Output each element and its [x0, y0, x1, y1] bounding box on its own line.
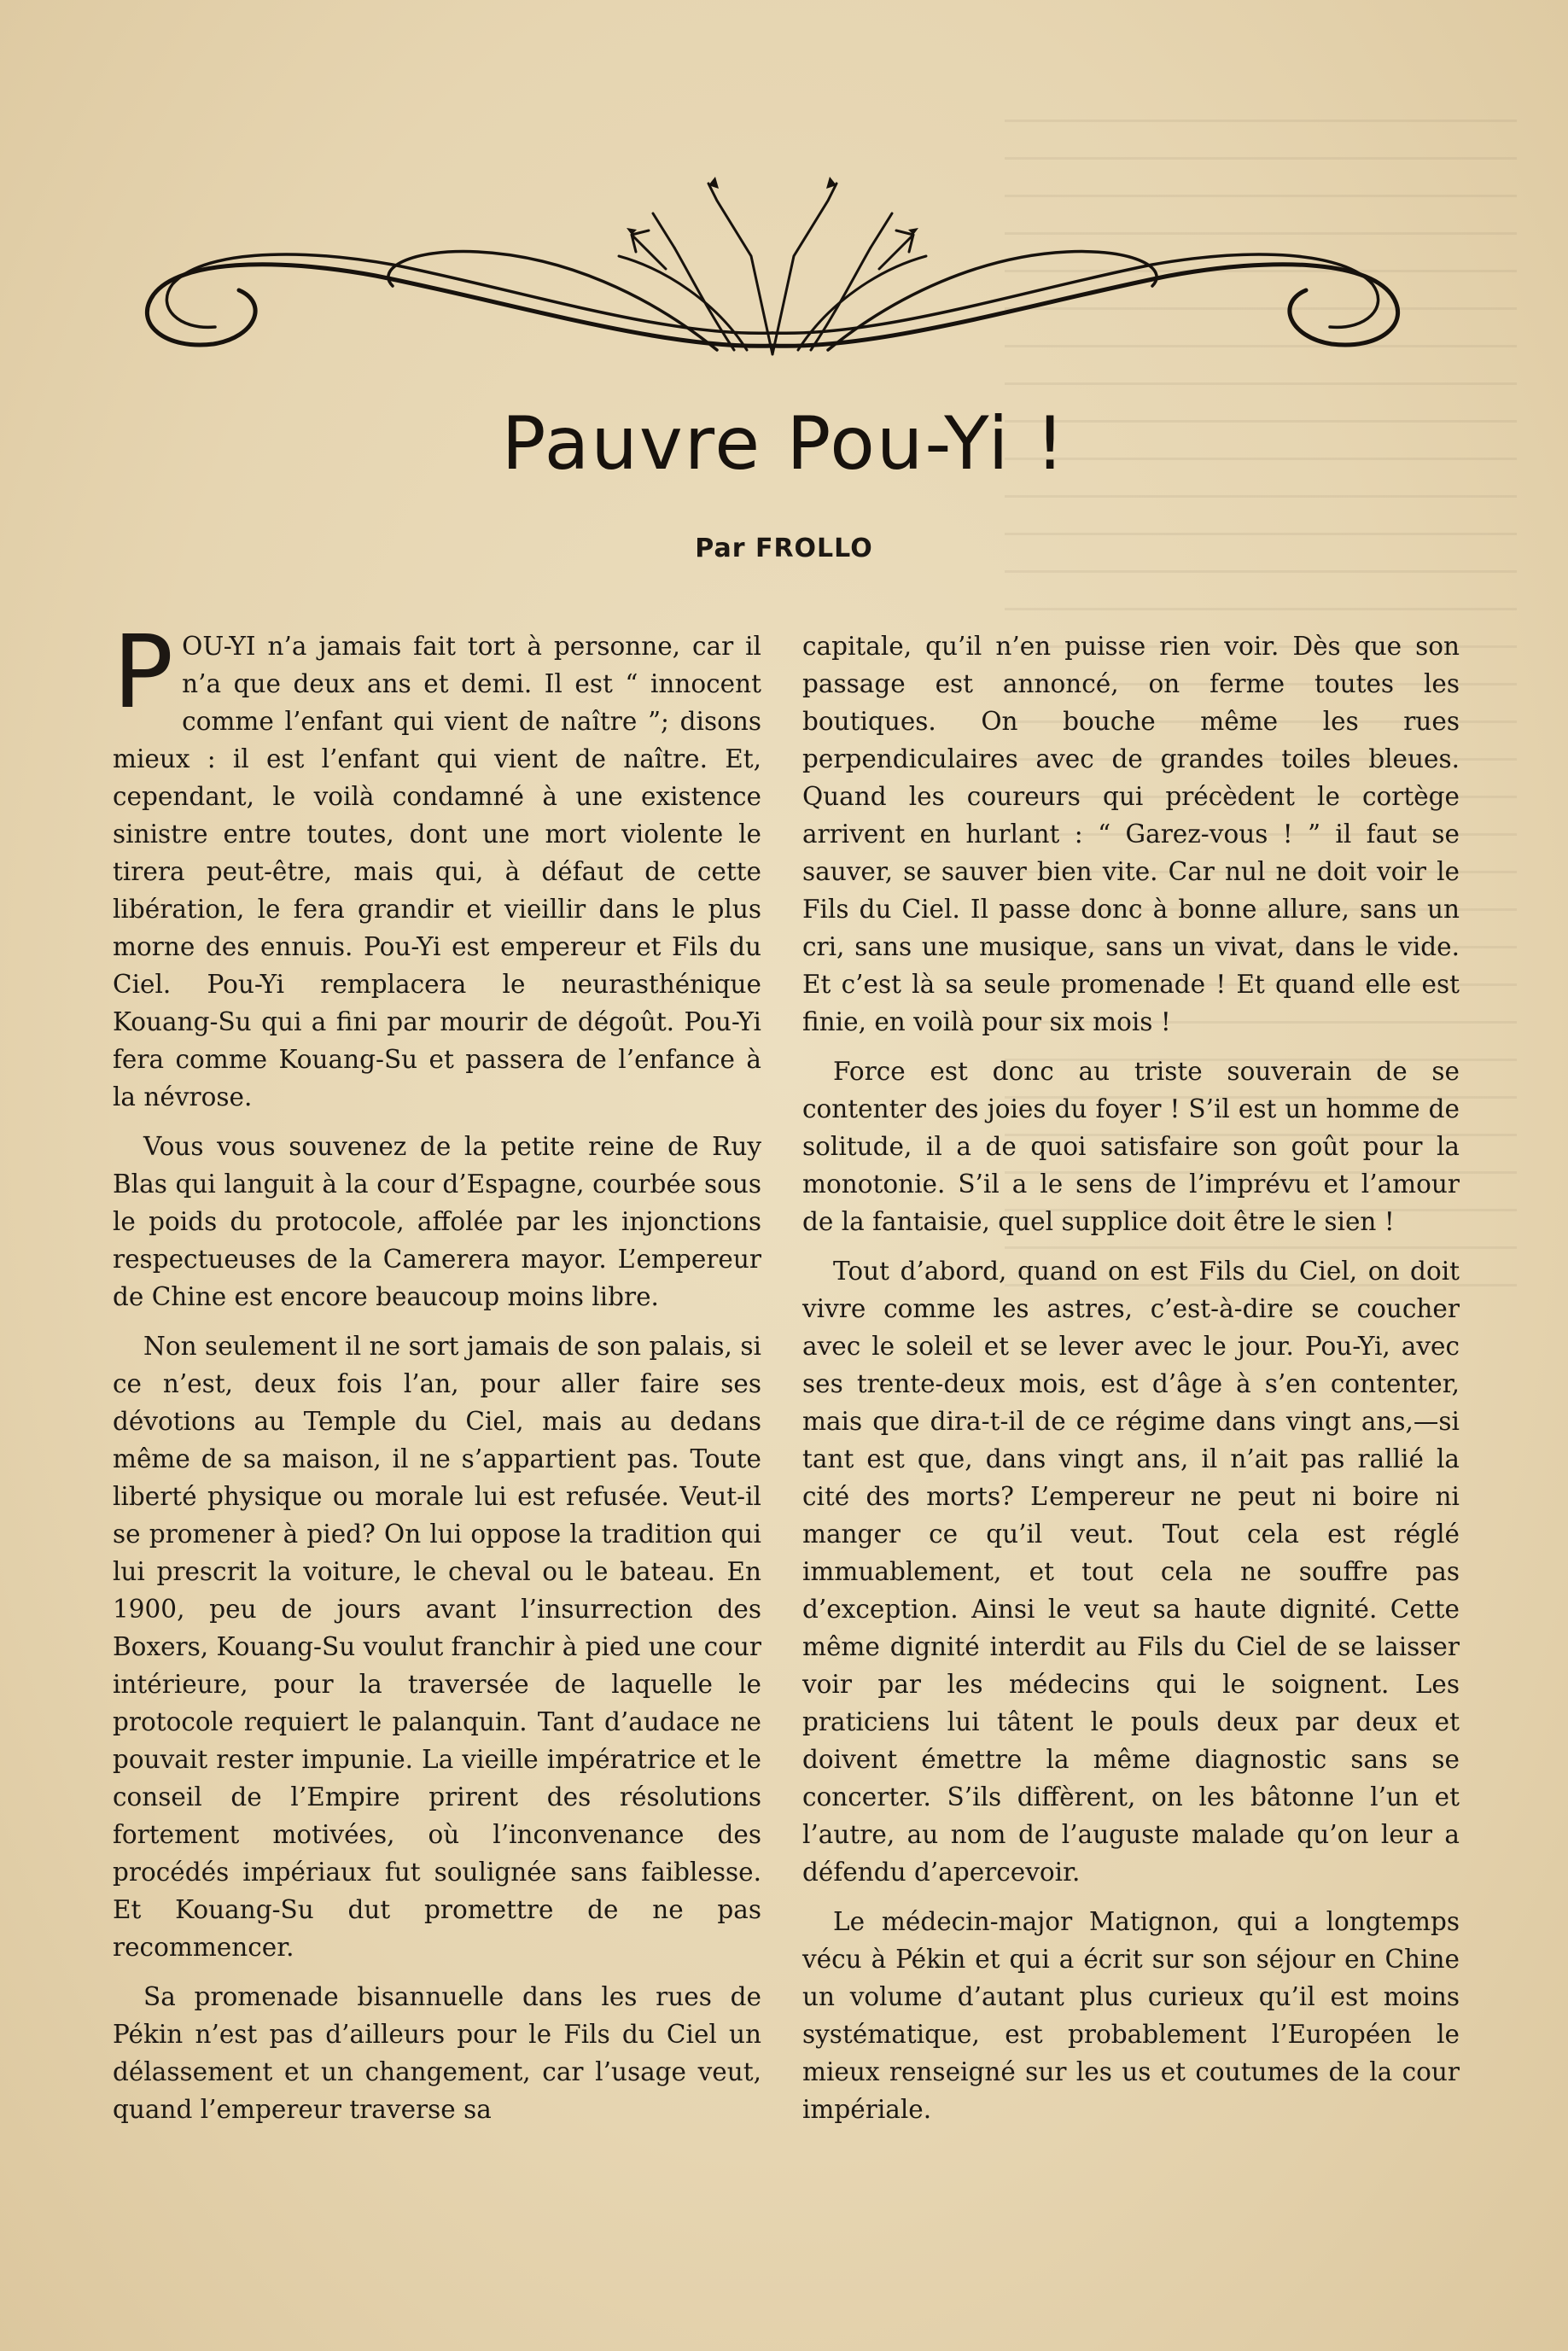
paragraph: Vous vous souvenez de la petite reine de Ruy Blas qui languit à la cour d’Espagne, courbée sous le poids du protocole, affolée par les injonctions respectueuses de la Camerera mayor. L’empereur de Chine est encore beaucoup moins libre.: [113, 1132, 761, 1311]
paragraph: [113, 613, 761, 1116]
paragraph: Le médecin-major Matignon, qui a longtemps vécu à Pékin et qui a écrit sur son séjour en Chine un volume d’autant plus curieux qu’il est moins systématique, est probablement l’Européen le mieux renseigné sur les us et coutumes de la cour impériale.: [802, 1907, 1460, 2124]
paragraph: Tout d’abord, quand on est Fils du Ciel, on doit vivre comme les astres, c’est-à-dire se coucher avec le soleil et se lever avec le jour. Pou-Yi, avec ses trente-deux mois, est d’âge à s’en contenter, mais que dira-t-il de ce régime dans vingt ans,—si tant est que, dans vingt ans, il n’ait pas rallié la cité des morts? L’empereur ne peut ni boire ni manger ce qu’il veut. Tout cela est réglé immuablement, et tout cela ne souffre pas d’exception. Ainsi le veut sa haute dignité. Cette même dignité interdit au Fils du Ciel de se laisser voir par les médecins qui le soignent. Les praticiens lui tâtent le pouls deux par deux et doivent émettre la même diagnostic sans se concerter. S’ils diffèrent, on les bâtonne l’un et l’autre, au nom de l’auguste malade qu’on leur a défendu d’apercevoir.: [802, 1257, 1460, 1887]
article-byline: Par FROLLO: [695, 534, 873, 563]
paragraph-text: OU-YI n’a jamais fait tort à personne, car il n’a que deux ans et demi. Il est “ innocent comme l’enfant qui vient de naître ”; disons mieux : il est l’enfant qui vient de naître. Et, cependant, le voilà condamné à une existence sinistre entre toutes, dont une mort violente le tirera peut-être, mais qui, à défaut de cette libération, le fera grandir et vieillir dans le plus morne des ennuis. Pou-Yi est empereur et Fils du Ciel. Pou-Yi remplacera le neurasthénique Kouang-Su qui a fini par mourir de dégoût. Pou-Yi fera comme Kouang-Su et passera de l’enfance à la névrose.: [113, 632, 761, 1111]
drop-cap: P: [113, 613, 174, 731]
right-column: [802, 627, 1460, 2140]
paragraph: capitale, qu’il n’en puisse rien voir. Dès que son passage est annoncé, on ferme toutes les boutiques. On bouche même les rues perpendiculaires avec de grandes toiles bleues. Quand les coureurs qui précèdent le cortège arrivent en hurlant : “ Garez-vous ! ” il faut se sauver, se sauver bien vite. Car nul ne doit voir le Fils du Ciel. Il passe donc à bonne allure, sans un cri, sans une musique, sans un vivat, dans le vide. Et c’est là sa seule promenade ! Et quand elle est finie, en voilà pour six mois !: [802, 632, 1460, 1036]
decorative-flourish-ornament: [119, 175, 1425, 359]
paragraph: Force est donc au triste souverain de se contenter des joies du foyer ! S’il est un homme de solitude, il a de quoi satisfaire son goût pour la monotonie. S’il a le sens de l’imprévu et l’amour de la fantaisie, quel supplice doit être le sien !: [802, 1057, 1460, 1236]
left-column: [113, 613, 761, 2140]
paragraph: Non seulement il ne sort jamais de son palais, si ce n’est, deux fois l’an, pour aller faire ses dévotions au Temple du Ciel, mais au dedans même de sa maison, il ne s’appartient pas. Toute liberté physique ou morale lui est refusée. Veut-il se promener à pied? On lui oppose la tradition qui lui prescrit la voiture, le cheval ou le bateau. En 1900, peu de jours avant l’insurrection des Boxers, Kouang-Su voulut franchir à pied une cour intérieure, pour la traversée de laquelle le protocole requiert le palanquin. Tant d’audace ne pouvait rester impunie. La vieille impératrice et le conseil de l’Empire prirent des résolutions fortement motivées, où l’inconvenance des procédés impériaux fut soulignée sans faiblesse. Et Kouang-Su dut promettre de ne pas recommencer.: [113, 1332, 761, 1962]
paragraph: Sa promenade bisannuelle dans les rues de Pékin n’est pas d’ailleurs pour le Fils du Ciel un délassement et un changement, car l’usage veut, quand l’empereur traverse sa: [113, 1982, 761, 2124]
article-title: Pauvre Pou-Yi !: [501, 401, 1067, 487]
